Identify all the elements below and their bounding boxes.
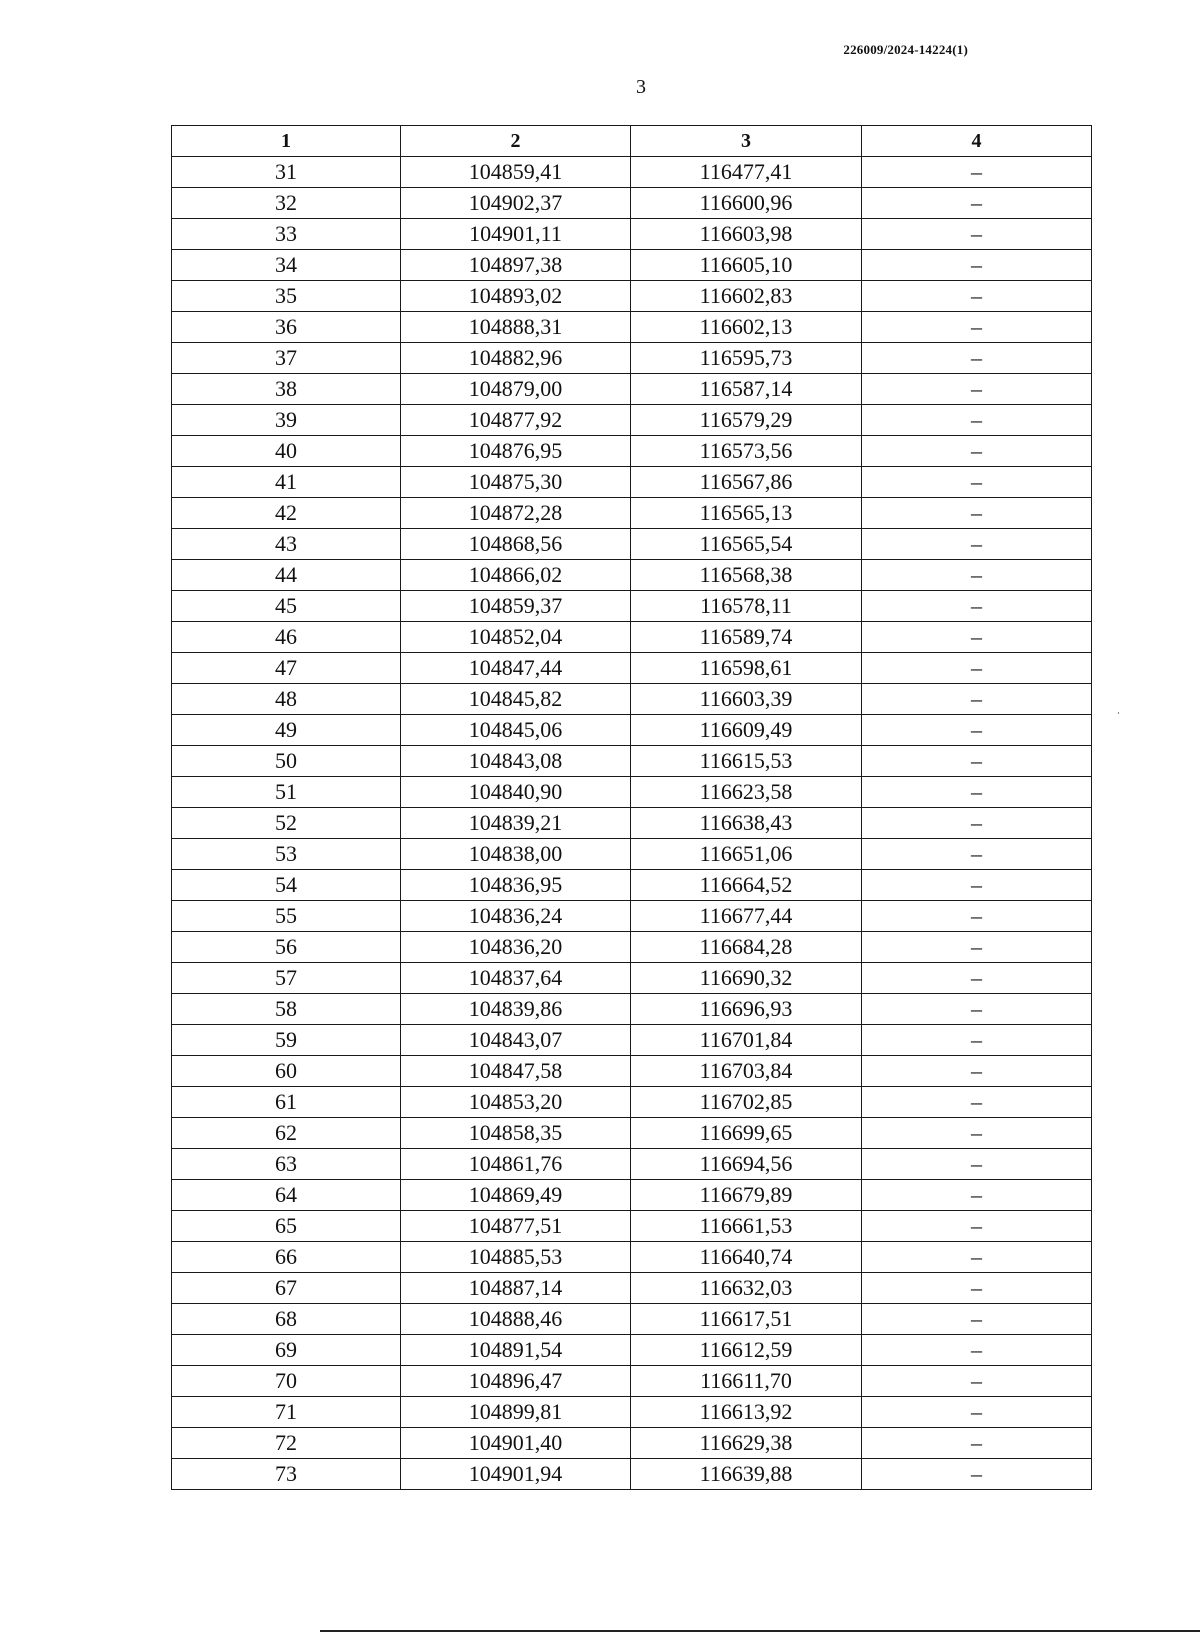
table-row xyxy=(172,1459,1092,1490)
table-cell-col-4: – xyxy=(862,436,1092,467)
table-cell-col-3: 116573,56 xyxy=(631,436,862,467)
table-cell-col-1: 63 xyxy=(172,1149,401,1180)
table-row xyxy=(172,653,1092,684)
table-cell-col-4: – xyxy=(862,1428,1092,1459)
table-row xyxy=(172,1397,1092,1428)
table-cell-col-4: – xyxy=(862,808,1092,839)
table-cell-col-4: – xyxy=(862,343,1092,374)
table-cell-col-1: 39 xyxy=(172,405,401,436)
table-row xyxy=(172,870,1092,901)
table-cell-col-2: 104901,11 xyxy=(401,219,631,250)
table-cell-col-4: – xyxy=(862,1056,1092,1087)
table-cell-col-1: 64 xyxy=(172,1180,401,1211)
table-cell-col-3: 116617,51 xyxy=(631,1304,862,1335)
table-cell-col-4: – xyxy=(862,1149,1092,1180)
page-number: 3 xyxy=(636,76,646,98)
table-cell-col-1: 55 xyxy=(172,901,401,932)
table-cell-col-2: 104853,20 xyxy=(401,1087,631,1118)
table-cell-col-4: – xyxy=(862,1397,1092,1428)
table-cell-col-3: 116578,11 xyxy=(631,591,862,622)
table-cell-col-3: 116600,96 xyxy=(631,188,862,219)
table-cell-col-2: 104837,64 xyxy=(401,963,631,994)
table-cell-col-4: – xyxy=(862,901,1092,932)
table-row xyxy=(172,157,1092,188)
table-cell-col-3: 116567,86 xyxy=(631,467,862,498)
table-cell-col-4: – xyxy=(862,1025,1092,1056)
table-cell-col-3: 116615,53 xyxy=(631,746,862,777)
table-cell-col-4: – xyxy=(862,622,1092,653)
table-cell-col-1: 60 xyxy=(172,1056,401,1087)
table-cell-col-1: 59 xyxy=(172,1025,401,1056)
table-row xyxy=(172,746,1092,777)
table-row xyxy=(172,250,1092,281)
table-cell-col-4: – xyxy=(862,1304,1092,1335)
table-cell-col-2: 104885,53 xyxy=(401,1242,631,1273)
table-cell-col-4: – xyxy=(862,1335,1092,1366)
table-row xyxy=(172,622,1092,653)
table-cell-col-1: 62 xyxy=(172,1118,401,1149)
column-header-3: 3 xyxy=(631,126,862,157)
table-row xyxy=(172,1242,1092,1273)
table-cell-col-4: – xyxy=(862,1459,1092,1490)
table-row xyxy=(172,1056,1092,1087)
table-row xyxy=(172,374,1092,405)
table-cell-col-4: – xyxy=(862,684,1092,715)
table-row xyxy=(172,1335,1092,1366)
table-cell-col-3: 116639,88 xyxy=(631,1459,862,1490)
table-row xyxy=(172,1211,1092,1242)
table-cell-col-1: 49 xyxy=(172,715,401,746)
table-cell-col-3: 116609,49 xyxy=(631,715,862,746)
table-row xyxy=(172,281,1092,312)
table-row xyxy=(172,467,1092,498)
table-cell-col-1: 69 xyxy=(172,1335,401,1366)
table-cell-col-4: – xyxy=(862,1273,1092,1304)
table-row xyxy=(172,1087,1092,1118)
table-cell-col-2: 104902,37 xyxy=(401,188,631,219)
table-cell-col-1: 36 xyxy=(172,312,401,343)
table-cell-col-1: 48 xyxy=(172,684,401,715)
table-cell-col-4: – xyxy=(862,715,1092,746)
table-cell-col-4: – xyxy=(862,1118,1092,1149)
table-cell-col-4: – xyxy=(862,1242,1092,1273)
table-cell-col-1: 54 xyxy=(172,870,401,901)
table-cell-col-2: 104888,31 xyxy=(401,312,631,343)
table-cell-col-2: 104877,51 xyxy=(401,1211,631,1242)
table-cell-col-1: 41 xyxy=(172,467,401,498)
table-cell-col-4: – xyxy=(862,250,1092,281)
table-row xyxy=(172,839,1092,870)
table-cell-col-3: 116587,14 xyxy=(631,374,862,405)
table-cell-col-1: 53 xyxy=(172,839,401,870)
table-row xyxy=(172,529,1092,560)
table-cell-col-1: 38 xyxy=(172,374,401,405)
table-cell-col-3: 116638,43 xyxy=(631,808,862,839)
table-row xyxy=(172,715,1092,746)
table-cell-col-3: 116613,92 xyxy=(631,1397,862,1428)
table-cell-col-3: 116640,74 xyxy=(631,1242,862,1273)
table-body xyxy=(172,157,1092,1490)
table-cell-col-1: 70 xyxy=(172,1366,401,1397)
table-cell-col-2: 104836,24 xyxy=(401,901,631,932)
table-cell-col-1: 66 xyxy=(172,1242,401,1273)
table-cell-col-3: 116699,65 xyxy=(631,1118,862,1149)
table-cell-col-3: 116568,38 xyxy=(631,560,862,591)
table-cell-col-1: 37 xyxy=(172,343,401,374)
table-cell-col-2: 104882,96 xyxy=(401,343,631,374)
table-row xyxy=(172,436,1092,467)
table-cell-col-2: 104839,86 xyxy=(401,994,631,1025)
table-cell-col-3: 116701,84 xyxy=(631,1025,862,1056)
table-row xyxy=(172,1025,1092,1056)
table-cell-col-4: – xyxy=(862,467,1092,498)
table-cell-col-4: – xyxy=(862,219,1092,250)
table-cell-col-2: 104887,14 xyxy=(401,1273,631,1304)
table-row xyxy=(172,1366,1092,1397)
table-cell-col-1: 52 xyxy=(172,808,401,839)
column-header-4: 4 xyxy=(862,126,1092,157)
table-cell-col-1: 65 xyxy=(172,1211,401,1242)
table-cell-col-3: 116702,85 xyxy=(631,1087,862,1118)
table-row xyxy=(172,994,1092,1025)
table-cell-col-2: 104866,02 xyxy=(401,560,631,591)
table-cell-col-3: 116684,28 xyxy=(631,932,862,963)
table-cell-col-3: 116623,58 xyxy=(631,777,862,808)
table-cell-col-1: 46 xyxy=(172,622,401,653)
table-cell-col-3: 116651,06 xyxy=(631,839,862,870)
table-cell-col-4: – xyxy=(862,560,1092,591)
table-cell-col-2: 104896,47 xyxy=(401,1366,631,1397)
table-cell-col-2: 104901,40 xyxy=(401,1428,631,1459)
table-cell-col-3: 116690,32 xyxy=(631,963,862,994)
table-row xyxy=(172,1304,1092,1335)
table-cell-col-4: – xyxy=(862,1366,1092,1397)
table-cell-col-1: 61 xyxy=(172,1087,401,1118)
table-cell-col-3: 116703,84 xyxy=(631,1056,862,1087)
table-cell-col-4: – xyxy=(862,591,1092,622)
table-cell-col-4: – xyxy=(862,777,1092,808)
table-cell-col-2: 104861,76 xyxy=(401,1149,631,1180)
table-cell-col-2: 104845,82 xyxy=(401,684,631,715)
table-cell-col-2: 104859,41 xyxy=(401,157,631,188)
table-cell-col-4: – xyxy=(862,653,1092,684)
table-row xyxy=(172,591,1092,622)
table-cell-col-2: 104847,58 xyxy=(401,1056,631,1087)
table-cell-col-4: – xyxy=(862,1211,1092,1242)
table-row xyxy=(172,1273,1092,1304)
table-cell-col-3: 116629,38 xyxy=(631,1428,862,1459)
table-cell-col-2: 104840,90 xyxy=(401,777,631,808)
table-cell-col-3: 116603,39 xyxy=(631,684,862,715)
table-cell-col-2: 104879,00 xyxy=(401,374,631,405)
table-cell-col-3: 116611,70 xyxy=(631,1366,862,1397)
column-header-2: 2 xyxy=(401,126,631,157)
table-cell-col-2: 104899,81 xyxy=(401,1397,631,1428)
table-cell-col-2: 104868,56 xyxy=(401,529,631,560)
table-row xyxy=(172,188,1092,219)
table-row xyxy=(172,1180,1092,1211)
table-cell-col-4: – xyxy=(862,1087,1092,1118)
table-cell-col-1: 57 xyxy=(172,963,401,994)
table-cell-col-2: 104843,08 xyxy=(401,746,631,777)
table-cell-col-3: 116679,89 xyxy=(631,1180,862,1211)
table-cell-col-3: 116694,56 xyxy=(631,1149,862,1180)
table-cell-col-1: 33 xyxy=(172,219,401,250)
table-cell-col-2: 104872,28 xyxy=(401,498,631,529)
table-cell-col-3: 116696,93 xyxy=(631,994,862,1025)
table-cell-col-2: 104893,02 xyxy=(401,281,631,312)
table-cell-col-1: 42 xyxy=(172,498,401,529)
table-cell-col-4: – xyxy=(862,932,1092,963)
table-row xyxy=(172,901,1092,932)
table-cell-col-4: – xyxy=(862,870,1092,901)
table-row xyxy=(172,219,1092,250)
table-cell-col-1: 32 xyxy=(172,188,401,219)
table-cell-col-1: 47 xyxy=(172,653,401,684)
table-cell-col-1: 40 xyxy=(172,436,401,467)
table-cell-col-2: 104852,04 xyxy=(401,622,631,653)
table-cell-col-1: 43 xyxy=(172,529,401,560)
table-cell-col-1: 44 xyxy=(172,560,401,591)
table-cell-col-1: 67 xyxy=(172,1273,401,1304)
table-cell-col-4: – xyxy=(862,188,1092,219)
column-header-1: 1 xyxy=(172,126,401,157)
table-cell-col-2: 104858,35 xyxy=(401,1118,631,1149)
table-cell-col-3: 116664,52 xyxy=(631,870,862,901)
table-cell-col-3: 116603,98 xyxy=(631,219,862,250)
table-cell-col-3: 116579,29 xyxy=(631,405,862,436)
table-cell-col-2: 104838,00 xyxy=(401,839,631,870)
table-cell-col-4: – xyxy=(862,281,1092,312)
table-cell-col-1: 50 xyxy=(172,746,401,777)
table-row xyxy=(172,405,1092,436)
table-cell-col-2: 104891,54 xyxy=(401,1335,631,1366)
table-cell-col-2: 104847,44 xyxy=(401,653,631,684)
table-cell-col-4: – xyxy=(862,1180,1092,1211)
table-cell-col-2: 104869,49 xyxy=(401,1180,631,1211)
table-row xyxy=(172,560,1092,591)
table-row xyxy=(172,963,1092,994)
table-row xyxy=(172,932,1092,963)
table-cell-col-2: 104876,95 xyxy=(401,436,631,467)
table-cell-col-1: 73 xyxy=(172,1459,401,1490)
table-row xyxy=(172,343,1092,374)
table-header-row xyxy=(172,126,1092,157)
table-row xyxy=(172,808,1092,839)
table-cell-col-2: 104843,07 xyxy=(401,1025,631,1056)
table-cell-col-4: – xyxy=(862,312,1092,343)
table-cell-col-1: 71 xyxy=(172,1397,401,1428)
table-cell-col-3: 116589,74 xyxy=(631,622,862,653)
table-row xyxy=(172,312,1092,343)
table-cell-col-3: 116598,61 xyxy=(631,653,862,684)
table-cell-col-2: 104897,38 xyxy=(401,250,631,281)
table-row xyxy=(172,684,1092,715)
table-cell-col-3: 116602,13 xyxy=(631,312,862,343)
table-cell-col-2: 104875,30 xyxy=(401,467,631,498)
table-cell-col-2: 104836,20 xyxy=(401,932,631,963)
table-cell-col-2: 104888,46 xyxy=(401,1304,631,1335)
table-cell-col-4: – xyxy=(862,529,1092,560)
table-cell-col-1: 72 xyxy=(172,1428,401,1459)
table-row xyxy=(172,498,1092,529)
table-cell-col-1: 35 xyxy=(172,281,401,312)
table-cell-col-1: 56 xyxy=(172,932,401,963)
table-cell-col-4: – xyxy=(862,994,1092,1025)
table-cell-col-3: 116605,10 xyxy=(631,250,862,281)
table-cell-col-3: 116565,13 xyxy=(631,498,862,529)
table-cell-col-1: 31 xyxy=(172,157,401,188)
table-row xyxy=(172,1149,1092,1180)
coordinates-table xyxy=(171,125,1092,1490)
table-cell-col-3: 116677,44 xyxy=(631,901,862,932)
table-cell-col-3: 116661,53 xyxy=(631,1211,862,1242)
table-cell-col-4: – xyxy=(862,746,1092,777)
table-cell-col-3: 116565,54 xyxy=(631,529,862,560)
table-cell-col-4: – xyxy=(862,405,1092,436)
table-cell-col-3: 116632,03 xyxy=(631,1273,862,1304)
table-cell-col-3: 116477,41 xyxy=(631,157,862,188)
table-cell-col-2: 104845,06 xyxy=(401,715,631,746)
table-cell-col-2: 104877,92 xyxy=(401,405,631,436)
table-cell-col-2: 104901,94 xyxy=(401,1459,631,1490)
table-cell-col-1: 51 xyxy=(172,777,401,808)
table-row xyxy=(172,1428,1092,1459)
table-row xyxy=(172,1118,1092,1149)
table-cell-col-1: 34 xyxy=(172,250,401,281)
table-cell-col-2: 104836,95 xyxy=(401,870,631,901)
table-cell-col-4: – xyxy=(862,963,1092,994)
table-row xyxy=(172,777,1092,808)
document-number: 226009/2024-14224(1) xyxy=(843,42,968,57)
table-cell-col-3: 116612,59 xyxy=(631,1335,862,1366)
table-cell-col-2: 104859,37 xyxy=(401,591,631,622)
table-cell-col-1: 68 xyxy=(172,1304,401,1335)
table-cell-col-2: 104839,21 xyxy=(401,808,631,839)
table-cell-col-4: – xyxy=(862,157,1092,188)
scan-edge-mark xyxy=(1118,712,1119,714)
table-cell-col-3: 116595,73 xyxy=(631,343,862,374)
table-cell-col-1: 45 xyxy=(172,591,401,622)
table-cell-col-4: – xyxy=(862,498,1092,529)
table-cell-col-4: – xyxy=(862,374,1092,405)
table-cell-col-3: 116602,83 xyxy=(631,281,862,312)
table-cell-col-4: – xyxy=(862,839,1092,870)
table-cell-col-1: 58 xyxy=(172,994,401,1025)
